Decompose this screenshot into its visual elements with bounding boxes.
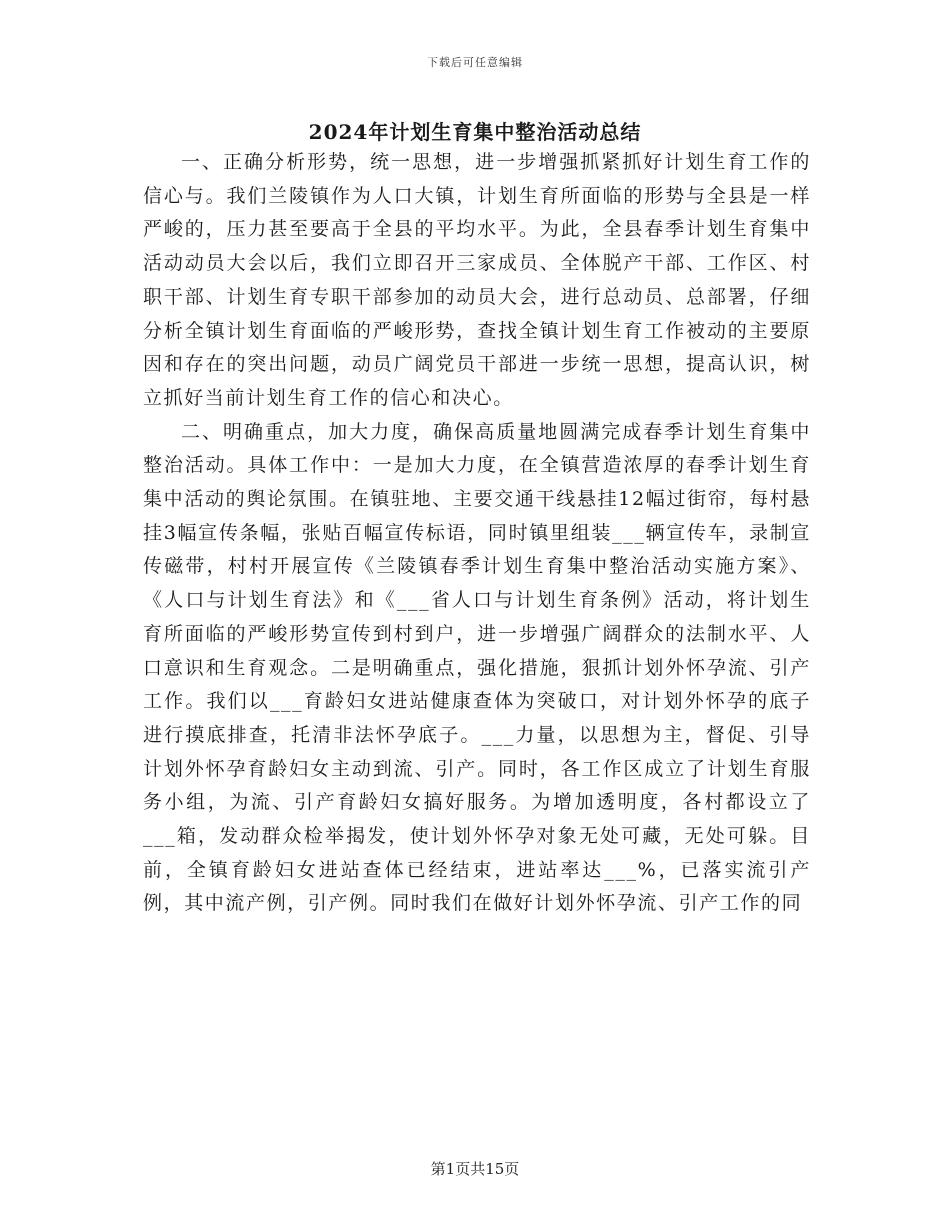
page-footer: 第1页共15页 (430, 1160, 520, 1178)
paragraph-1: 一、正确分析形势，统一思想，进一步增强抓紧抓好计划生育工作的信心与。我们兰陵镇作为人口大镇，计划生育所面临的形势与全县是一样严峻的，压力甚至要高于全县的平均水平。为此，全县春季计划生育集中活动动员大会以后，我们立即召开三家成员、全体脱产干部、工作区、村职干部、计划生育专职干部参加的动员大会，进行总动员、总部署，仔细分析全镇计划生育面临的严峻形势，查找全镇计划生育工作被动的主要原因和存在的突出问题，动员广阔党员干部进一步统一思想，提高认识，树立抓好当前计划生育工作的信心和决心。 (143, 151, 811, 409)
document-body (143, 146, 811, 921)
paragraph-2: 二、明确重点，加大力度，确保高质量地圆满完成春季计划生育集中整治活动。具体工作中：一是加大力度，在全镇营造浓厚的春季计划生育集中活动的舆论氛围。在镇驻地、主要交通干线悬挂12幅过街帘，每村悬挂3幅宣传条幅，张贴百幅宣传标语，同时镇里组装___辆宣传车，录制宣传磁带，村村开展宣传《兰陵镇春季计划生育集中整治活动实施方案》、《人口与计划生育法》和《___省人口与计划生育条例》活动，将计划生育所面临的严峻形势宣传到村到户，进一步增强广阔群众的法制水平、人口意识和生育观念。二是明确重点，强化措施，狠抓计划外怀孕流、引产工作。我们以___育龄妇女进站健康查体为突破口，对计划外怀孕的底子进行摸底排查，托清非法怀孕底子。___力量，以思想为主，督促、引导计划外怀孕育龄妇女主动到流、引产。同时，各工作区成立了计划生育服务小组，为流、引产育龄妇女搞好服务。为增加透明度，各村都设立了___箱，发动群众检举揭发，使计划外怀孕对象无处可藏，无处可躲。目前，全镇育龄妇女进站查体已经结束，进站率达___%，已落实流引产例，其中流产例，引产例。同时我们在做好计划外怀孕流、引产工作的同 (143, 420, 811, 915)
header-note: 下载后可任意编辑 (427, 56, 523, 69)
document-title: 2024年计划生育集中整治活动总结 (308, 120, 642, 144)
